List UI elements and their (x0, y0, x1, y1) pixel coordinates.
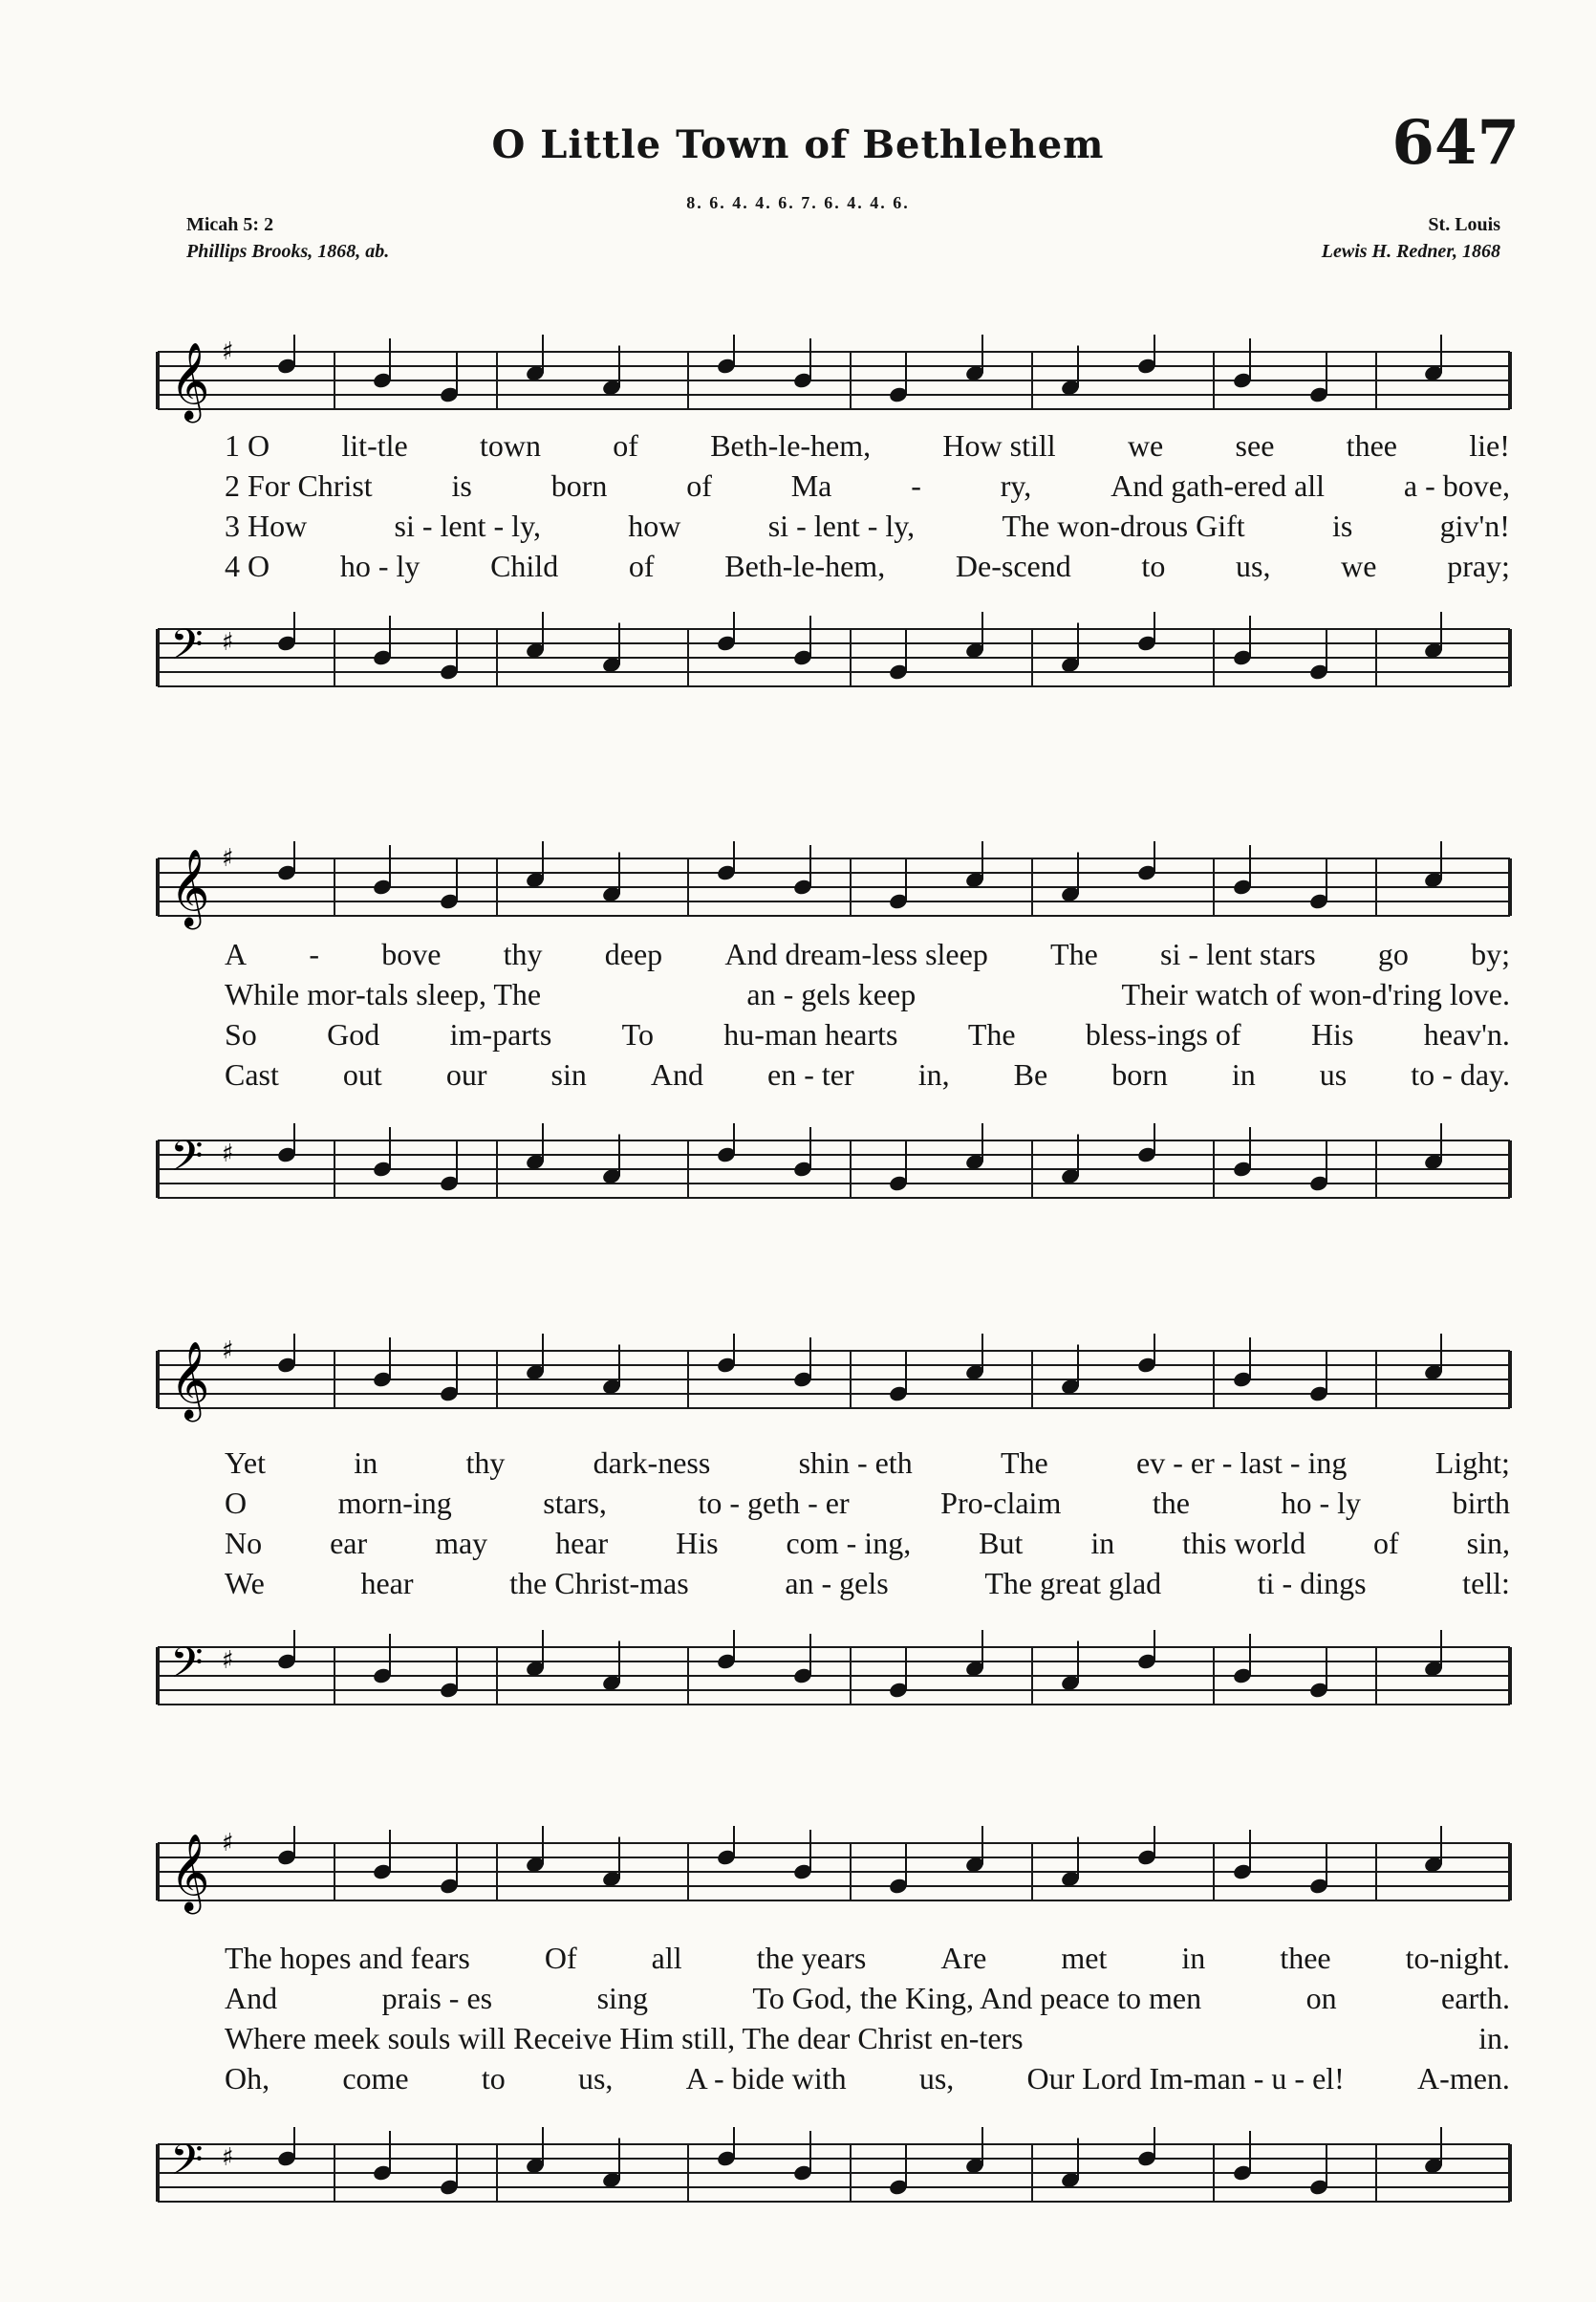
lyric-word: is (1331, 509, 1353, 543)
lyric-word: is (451, 468, 472, 503)
bass-clef-icon: 𝄢 (170, 2135, 204, 2195)
lyric-word: born (1111, 1057, 1168, 1092)
lyric-word: born (550, 468, 608, 503)
lyric-word: 4 O (225, 549, 270, 583)
lyric-word: giv'n! (1439, 509, 1510, 543)
lyric-line-verse-4 (225, 1566, 1510, 1601)
bass-staff (0, 1123, 1596, 1219)
lyric-word: en - ter (767, 1057, 854, 1092)
lyric-word: And dream-less sleep (724, 937, 988, 971)
lyric-word: in (354, 1445, 378, 1480)
lyric-word: of (1373, 1526, 1399, 1560)
lyric-word: 2 For Christ (225, 468, 373, 503)
lyric-word: thy (465, 1445, 506, 1480)
lyric-word: While mor-tals sleep, The (225, 977, 542, 1011)
lyric-word: the (1152, 1486, 1190, 1520)
lyric-word: And (650, 1057, 704, 1092)
lyric-line-verse-3 (225, 1017, 1510, 1053)
lyric-line-verse-1 (225, 428, 1510, 464)
lyric-word: us (1319, 1057, 1348, 1092)
lyric-word: So (225, 1017, 257, 1052)
lyric-word: by; (1471, 937, 1510, 971)
lyric-word: morn-ing (337, 1486, 452, 1520)
lyric-word: pray; (1447, 549, 1510, 583)
lyric-word: see (1235, 428, 1275, 463)
lyric-word: sing (596, 1981, 648, 2015)
lyric-word: si - lent - ly, (767, 509, 916, 543)
tune-name: St. Louis (1428, 214, 1500, 235)
lyric-word: God (327, 1017, 380, 1052)
lyric-word: of (628, 549, 655, 583)
lyric-word: to (481, 2061, 506, 2096)
lyric-word: an - gels keep (746, 977, 917, 1011)
lyric-line-verse-4 (225, 549, 1510, 584)
hymn-title: O Little Town of Bethlehem (491, 122, 1105, 167)
treble-staff (0, 841, 1596, 937)
lyric-word: A (225, 937, 248, 971)
lyric-word: hear (360, 1566, 414, 1600)
lyric-line-verse-3 (225, 1526, 1510, 1561)
key-signature-sharp-icon: ♯ (222, 1336, 234, 1365)
lyric-line-verse-4 (225, 1057, 1510, 1093)
lyric-word: how (628, 509, 681, 543)
lyric-word: ev - er - last - ing (1136, 1445, 1348, 1480)
lyric-word: on (1305, 1981, 1337, 2015)
lyric-word: to-night. (1405, 1941, 1510, 1975)
lyric-word: us, (577, 2061, 614, 2096)
lyric-word: tell: (1462, 1566, 1510, 1600)
lyric-word: And (225, 1981, 278, 2015)
lyric-word: The hopes and fears (225, 1941, 470, 1975)
lyric-word: Oh, (225, 2061, 270, 2096)
lyric-word: in, (917, 1057, 950, 1092)
meter: 8. 6. 4. 4. 6. 7. 6. 4. 4. 6. (686, 193, 910, 212)
lyric-word: A - bide with (685, 2061, 847, 2096)
lyric-word: hu-man hearts (723, 1017, 898, 1052)
lyric-word: We (225, 1566, 265, 1600)
lyric-line-verse-1 (225, 1941, 1510, 1976)
lyric-word: bove (381, 937, 442, 971)
lyric-word: bless-ings of (1085, 1017, 1241, 1052)
lyric-word: ear (330, 1526, 368, 1560)
treble-clef-icon: 𝄞 (170, 341, 210, 420)
lyric-line-verse-1 (225, 1445, 1510, 1481)
lyric-word: earth. (1441, 1981, 1510, 2015)
key-signature-sharp-icon: ♯ (222, 1646, 234, 1675)
lyric-word: town (479, 428, 541, 463)
lyric-word: Pro-claim (940, 1486, 1062, 1520)
lyric-word: Beth-le-hem, (724, 549, 886, 583)
lyric-word: go (1377, 937, 1409, 971)
bass-staff (0, 612, 1596, 707)
key-signature-sharp-icon: ♯ (222, 628, 234, 657)
treble-staff (0, 1334, 1596, 1429)
key-signature-sharp-icon: ♯ (222, 844, 234, 873)
lyric-word: 1 O (225, 428, 270, 463)
lyric-word: - (309, 937, 319, 971)
bass-clef-icon: 𝄢 (170, 1638, 204, 1698)
lyric-word: To God, the King, And peace to men (752, 1981, 1202, 2015)
lyric-word: a - bove, (1403, 468, 1510, 503)
lyric-line-verse-1 (225, 937, 1510, 972)
music-attribution: Lewis H. Redner, 1868 (1321, 241, 1500, 262)
treble-clef-icon: 𝄞 (170, 1340, 210, 1419)
lyric-word: in. (1478, 2021, 1510, 2055)
lyric-line-verse-2 (225, 977, 1510, 1012)
lyric-word: prais - es (381, 1981, 493, 2015)
lyric-word: out (342, 1057, 382, 1092)
lyric-word: the Christ-mas (509, 1566, 689, 1600)
scripture-reference: Micah 5: 2 (186, 214, 274, 235)
lyric-line-verse-3 (225, 2021, 1510, 2056)
lyric-word: lit-tle (341, 428, 408, 463)
lyric-word: im-parts (449, 1017, 552, 1052)
lyric-word: The (1050, 937, 1098, 971)
lyric-word: come (342, 2061, 409, 2096)
lyric-word: our (445, 1057, 487, 1092)
lyric-word: To (621, 1017, 654, 1052)
lyric-word: of (686, 468, 712, 503)
lyric-word: The (967, 1017, 1016, 1052)
bass-clef-icon: 𝄢 (170, 1131, 204, 1191)
lyric-word: sin (550, 1057, 587, 1092)
lyric-word: to - geth - er (698, 1486, 850, 1520)
lyric-word: The won-drous Gift (1002, 509, 1245, 543)
key-signature-sharp-icon: ♯ (222, 1140, 234, 1168)
lyric-word: hear (555, 1526, 609, 1560)
lyric-word: His (1310, 1017, 1354, 1052)
lyric-word: Beth-le-hem, (710, 428, 872, 463)
lyric-word: thee (1346, 428, 1397, 463)
lyric-word: A-men. (1417, 2061, 1510, 2096)
lyric-word: O (225, 1486, 248, 1520)
lyric-word: may (435, 1526, 488, 1560)
key-signature-sharp-icon: ♯ (222, 2143, 234, 2172)
lyric-word: ho - ly (1281, 1486, 1362, 1520)
lyric-word: dark-ness (593, 1445, 711, 1480)
lyric-word: stars, (543, 1486, 607, 1520)
lyric-word: But (979, 1526, 1024, 1560)
lyric-word: this world (1182, 1526, 1306, 1560)
treble-clef-icon: 𝄞 (170, 1833, 210, 1911)
lyric-word: Ma (790, 468, 832, 503)
lyric-word: How still (942, 428, 1056, 463)
words-attribution: Phillips Brooks, 1868, ab. (186, 241, 390, 262)
treble-clef-icon: 𝄞 (170, 848, 210, 926)
lyric-word: lie! (1469, 428, 1510, 463)
lyric-line-verse-4 (225, 2061, 1510, 2096)
lyric-word: in (1090, 1526, 1115, 1560)
lyric-word: heav'n. (1423, 1017, 1510, 1052)
lyric-word: ho - ly (339, 549, 421, 583)
lyric-word: si - lent - ly, (394, 509, 541, 543)
lyric-word: an - gels (785, 1566, 889, 1600)
lyric-word: thee (1280, 1941, 1331, 1975)
lyric-word: shin - eth (798, 1445, 913, 1480)
lyric-word: Are (940, 1941, 987, 1975)
lyric-word: No (225, 1526, 263, 1560)
lyric-word: com - ing, (786, 1526, 912, 1560)
key-signature-sharp-icon: ♯ (222, 1829, 234, 1857)
lyric-word: 3 How (225, 509, 308, 543)
lyric-line-verse-2 (225, 1486, 1510, 1521)
lyric-word: And gath-ered all (1111, 468, 1326, 503)
lyric-word: Cast (225, 1057, 279, 1092)
lyric-word: Be (1013, 1057, 1048, 1092)
lyric-word: Their watch of won-d'ring love. (1121, 977, 1510, 1011)
lyric-line-verse-3 (225, 509, 1510, 544)
lyric-word: to - day. (1411, 1057, 1510, 1092)
lyric-word: Our Lord Im-man - u - el! (1026, 2061, 1345, 2096)
lyric-word: we (1341, 549, 1377, 583)
lyric-word: sin, (1466, 1526, 1510, 1560)
lyric-word: Yet (225, 1445, 266, 1480)
bass-clef-icon: 𝄢 (170, 619, 204, 680)
bass-staff (0, 2127, 1596, 2223)
lyric-word: deep (604, 937, 663, 971)
lyric-word: birth (1452, 1486, 1510, 1520)
treble-staff (0, 335, 1596, 430)
lyric-word: met (1061, 1941, 1108, 1975)
lyric-word: si - lent stars (1160, 937, 1316, 971)
lyric-word: we (1127, 428, 1164, 463)
lyric-word: ry, (1000, 468, 1032, 503)
lyric-word: us, (918, 2061, 955, 2096)
bass-staff (0, 1630, 1596, 1726)
lyric-word: us, (1236, 549, 1271, 583)
lyric-word: Of (544, 1941, 577, 1975)
lyric-word: of (613, 428, 638, 463)
lyric-word: The (1000, 1445, 1048, 1480)
lyric-word: - (911, 468, 921, 503)
key-signature-sharp-icon: ♯ (222, 337, 234, 366)
lyric-word: in (1231, 1057, 1256, 1092)
lyric-word: the years (756, 1941, 867, 1975)
lyric-word: all (651, 1941, 682, 1975)
lyric-word: Where meek souls will Receive Him still, The dear Christ en-ters (225, 2021, 1024, 2055)
lyric-word: ti - dings (1257, 1566, 1367, 1600)
lyric-word: Child (490, 549, 559, 583)
lyric-word: in (1181, 1941, 1206, 1975)
lyric-word: to (1141, 549, 1166, 583)
lyric-word: De-scend (955, 549, 1071, 583)
hymn-number: 647 (1391, 107, 1520, 179)
lyric-line-verse-2 (225, 468, 1510, 504)
lyric-word: Light; (1434, 1445, 1510, 1480)
treble-staff (0, 1826, 1596, 1922)
lyric-word: His (676, 1526, 719, 1560)
lyric-line-verse-2 (225, 1981, 1510, 2016)
lyric-word: thy (503, 937, 543, 971)
lyric-word: The great glad (984, 1566, 1162, 1600)
